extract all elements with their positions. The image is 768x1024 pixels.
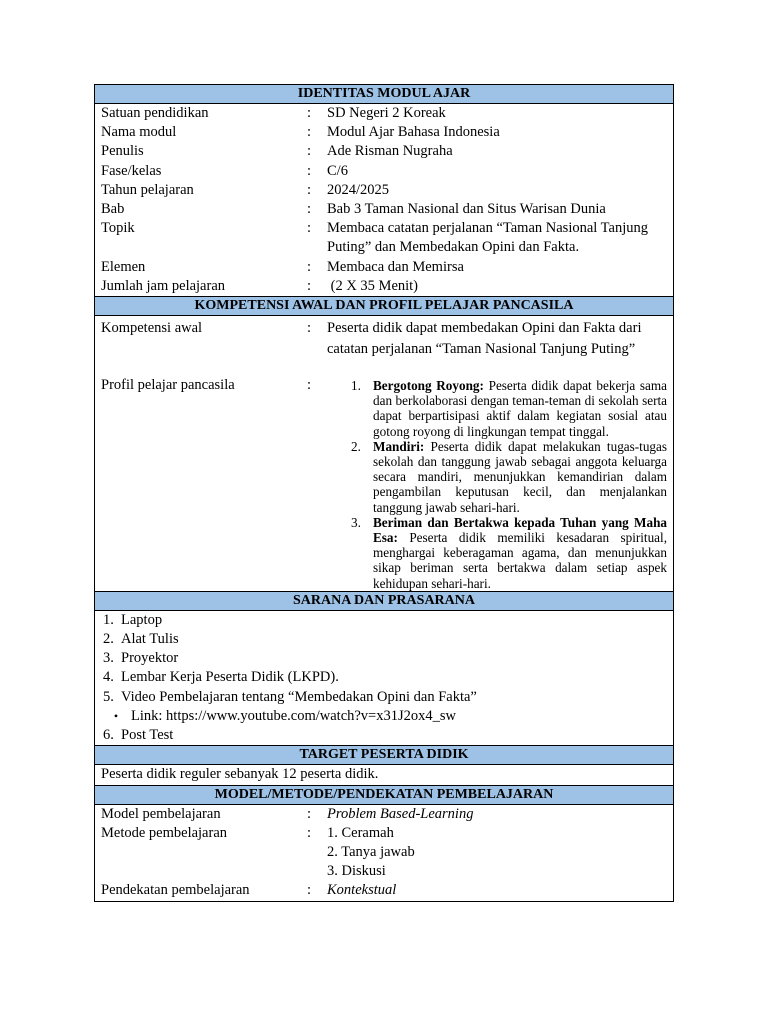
item-text: Video Pembelajaran tentang “Membedakan Opini dan Fakta” <box>121 688 477 705</box>
item-number: 1. <box>351 378 361 394</box>
identitas-row <box>101 277 667 296</box>
row-separator: : <box>307 162 312 179</box>
row-value: Bab 3 Taman Nasional dan Situs Warisan Dunia <box>327 201 606 218</box>
row-separator: : <box>307 220 312 237</box>
metode-item: 1. Ceramah <box>327 824 394 841</box>
row-separator: : <box>307 258 312 275</box>
row-label: Metode pembelajaran <box>101 824 228 841</box>
sarana-link-item <box>101 707 667 726</box>
item-number: 4. <box>103 669 114 686</box>
item-number: 2. <box>351 438 361 454</box>
item-description: Peserta didik dapat melakukan tugas-tugas sekolah dan tanggung jawab sebagai anggota keluarga secara mandiri, menunjukkan kemandirian dalam pengambilan keputusan kecil, dan menjalankan tanggung jawab sehari-hari. <box>373 438 667 515</box>
row-label: Penulis <box>101 143 144 160</box>
profil-row <box>101 376 667 591</box>
row-label: Topik <box>101 220 135 237</box>
row-label: Model pembelajaran <box>101 805 221 822</box>
item-text: Post Test <box>121 727 174 744</box>
row-label: Profil pelajar pancasila <box>101 377 235 394</box>
metode-item: 3. Diskusi <box>327 863 386 880</box>
row-label: Elemen <box>101 258 146 275</box>
item-text <box>373 439 667 515</box>
row-value: Membaca dan Memirsa <box>327 258 464 275</box>
row-value: Membaca catatan perjalanan “Taman Nasional Tanjung Puting” dan Membedakan Opini dan Fakta. <box>327 220 648 256</box>
row-separator: : <box>307 105 312 121</box>
row-separator: : <box>307 882 312 899</box>
pendekatan-row <box>101 881 667 900</box>
sarana-item <box>101 649 667 668</box>
identitas-row <box>101 162 667 181</box>
section-header-target: TARGET PESERTA DIDIK <box>95 746 674 765</box>
target-text: Peserta didik reguler sebanyak 12 peserta didik. <box>95 765 674 785</box>
row-label: Nama modul <box>101 124 177 141</box>
bullet-icon: • <box>113 708 119 723</box>
item-title: Bergotong Royong: <box>373 378 484 394</box>
item-number: 6. <box>103 727 114 744</box>
row-label: Pendekatan pembelajaran <box>101 882 250 899</box>
row-label: Jumlah jam pelajaran <box>101 277 226 294</box>
identitas-row <box>101 219 667 257</box>
row-separator: : <box>307 143 312 160</box>
item-text: Lembar Kerja Peserta Didik (LKPD). <box>121 669 339 686</box>
row-value: Modul Ajar Bahasa Indonesia <box>327 124 500 141</box>
identitas-body <box>95 104 674 297</box>
row-separator: : <box>307 377 312 394</box>
identitas-row <box>101 123 667 142</box>
module-table <box>94 84 674 902</box>
item-number: 3. <box>103 650 114 667</box>
row-label: Bab <box>101 201 125 218</box>
sarana-body <box>95 610 674 745</box>
video-link[interactable]: Link: https://www.youtube.com/watch?v=x31J2ox4_sw <box>131 707 456 724</box>
row-separator: : <box>307 805 312 822</box>
model-row <box>101 805 667 824</box>
kompetensi-body <box>95 316 674 592</box>
section-header-identitas: IDENTITAS MODUL AJAR <box>95 85 674 104</box>
item-number: 2. <box>103 631 114 648</box>
item-title: Beriman dan Bertakwa kepada Tuhan yang Maha Esa: <box>373 514 667 546</box>
row-value: SD Negeri 2 Koreak <box>327 105 446 121</box>
item-text: Proyektor <box>121 650 179 667</box>
row-label: Kompetensi awal <box>101 320 203 337</box>
identitas-row <box>101 181 667 200</box>
metode-item: 2. Tanya jawab <box>327 843 415 860</box>
row-separator: : <box>307 824 312 841</box>
row-separator: : <box>307 277 312 294</box>
item-number: 1. <box>103 611 114 628</box>
item-text <box>373 515 667 591</box>
item-text: Alat Tulis <box>121 631 179 648</box>
row-separator: : <box>307 201 312 218</box>
item-title: Mandiri: <box>373 438 425 454</box>
item-description: Peserta didik dapat bekerja sama dan berkolaborasi dengan teman-teman di sekolah serta dapat berpartisipasi aktif dalam kegiatan sosial atau gotong royong di lingkungan tempat tinggal. <box>373 378 667 439</box>
row-value: Kontekstual <box>327 882 397 899</box>
row-separator: : <box>307 320 312 337</box>
profil-item <box>349 439 667 515</box>
row-separator: : <box>307 181 312 198</box>
identitas-row <box>101 258 667 277</box>
kompetensi-awal-row <box>101 318 667 359</box>
item-number: 3. <box>351 514 361 530</box>
row-value: C/6 <box>327 162 348 179</box>
sarana-item <box>101 688 667 707</box>
metode-list <box>327 824 667 882</box>
section-header-kompetensi: KOMPETENSI AWAL DAN PROFIL PELAJAR PANCASILA <box>95 297 674 316</box>
row-label: Tahun pelajaran <box>101 181 194 198</box>
identitas-row <box>101 142 667 161</box>
module-document <box>94 84 674 902</box>
row-label: Fase/kelas <box>101 162 162 179</box>
item-text: Laptop <box>121 611 163 628</box>
sarana-item <box>101 611 667 630</box>
identitas-row <box>101 200 667 219</box>
row-label: Satuan pendidikan <box>101 105 209 121</box>
item-description: Peserta didik memiliki kesadaran spiritual, menghargai keberagaman agama, dan menunjukkan sikap beriman serta bertakwa dalam setiap aspek kehidupan sehari-hari. <box>373 530 667 591</box>
metode-row <box>101 824 667 882</box>
section-header-sarana: SARANA DAN PRASARANA <box>95 591 674 610</box>
row-separator: : <box>307 124 312 141</box>
row-value: Ade Risman Nugraha <box>327 143 453 160</box>
profil-item <box>349 515 667 591</box>
profil-item <box>349 378 667 439</box>
model-body <box>95 804 674 901</box>
row-value: Problem Based-Learning <box>327 805 474 822</box>
item-number: 5. <box>103 688 114 705</box>
row-value: 2024/2025 <box>327 181 390 198</box>
sarana-item <box>101 668 667 687</box>
sarana-item <box>101 630 667 649</box>
profil-list <box>327 378 667 591</box>
row-value: (2 X 35 Menit) <box>327 277 419 294</box>
identitas-row <box>101 104 667 123</box>
row-value: Peserta didik dapat membedakan Opini dan Fakta dari catatan perjalanan “Taman Nasional Tanjung Puting” <box>327 320 642 357</box>
section-header-model: MODEL/METODE/PENDEKATAN PEMBELAJARAN <box>95 785 674 804</box>
sarana-item <box>101 726 667 745</box>
item-text <box>373 378 667 439</box>
